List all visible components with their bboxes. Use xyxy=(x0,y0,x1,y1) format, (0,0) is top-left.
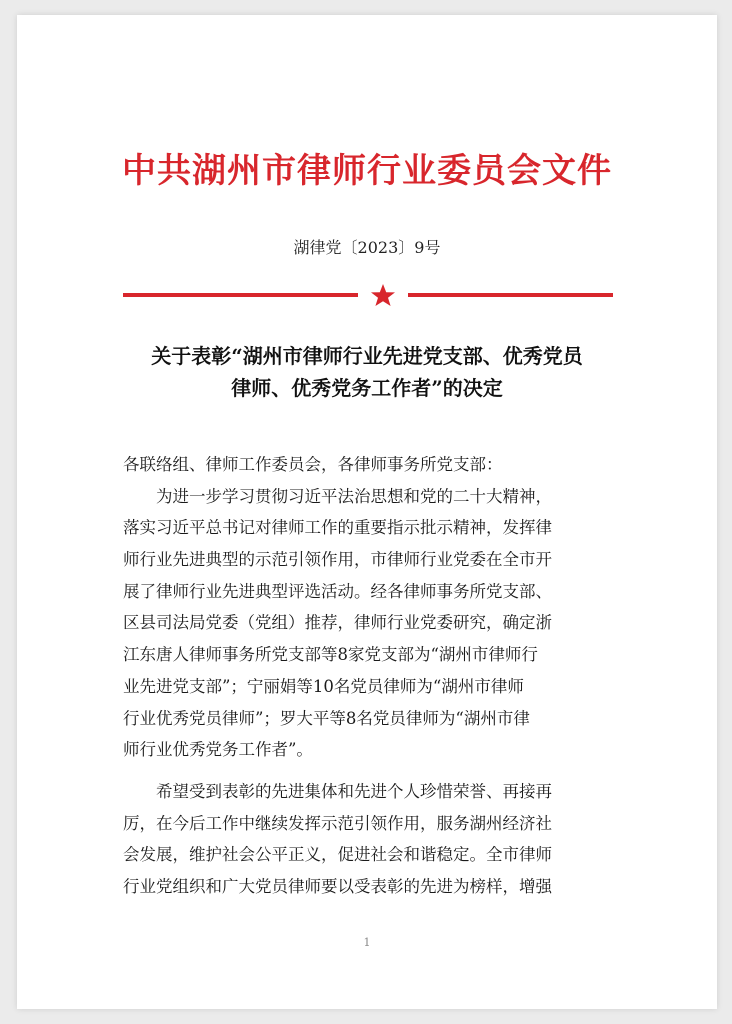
body-text xyxy=(123,449,615,903)
red-divider xyxy=(123,283,613,307)
body-line: 落实习近平总书记对律师工作的重要指示批示精神，发挥律 xyxy=(123,518,552,538)
body-line: 会发展，维护社会公平正义，促进社会和谐稳定。全市律师 xyxy=(123,845,552,865)
header-title: 中共湖州市律师行业委员会文件 xyxy=(122,151,612,191)
body-line: 展了律师行业先进典型评选活动。经各律师事务所党支部、 xyxy=(123,581,552,601)
document-number: 湖律党〔2023〕9号 xyxy=(293,238,441,257)
body-line: 行业优秀党员律师”；罗大平等8名党员律师为“湖州市律 xyxy=(123,708,530,728)
document-page xyxy=(17,15,717,1009)
paragraph-gap xyxy=(123,766,615,776)
body-line: 业先进党支部”；宁丽娟等10名党员律师为“湖州市律师 xyxy=(123,676,524,696)
body-line: 师行业优秀党务工作者”。 xyxy=(123,740,313,760)
decision-title xyxy=(17,340,717,404)
body-line: 行业党组织和广大党员律师要以受表彰的先进为榜样，增强 xyxy=(123,876,552,896)
decision-title-line: 关于表彰“湖州市律师行业先进党支部、优秀党员 xyxy=(151,344,583,368)
decision-title-line: 律师、优秀党务工作者”的决定 xyxy=(231,376,503,400)
page-number: 1 xyxy=(363,936,371,949)
divider-line-left xyxy=(123,293,358,297)
body-line: 厉，在今后工作中继续发挥示范引领作用，服务湖州经济社 xyxy=(123,813,552,833)
divider-line-right xyxy=(408,293,613,297)
salutation-line: 各联络组、律师工作委员会，各律师事务所党支部： xyxy=(123,455,503,474)
body-line: 区县司法局党委（党组）推荐，律师行业党委研究，确定浙 xyxy=(123,613,552,633)
body-line: 希望受到表彰的先进集体和先进个人珍惜荣誉、再接再 xyxy=(123,781,552,801)
body-line: 为进一步学习贯彻习近平法治思想和党的二十大精神， xyxy=(123,486,552,506)
body-line: 江东唐人律师事务所党支部等8家党支部为“湖州市律师行 xyxy=(123,645,538,665)
star-icon xyxy=(369,283,397,307)
body-line: 师行业先进典型的示范引领作用，市律师行业党委在全市开 xyxy=(123,550,552,570)
